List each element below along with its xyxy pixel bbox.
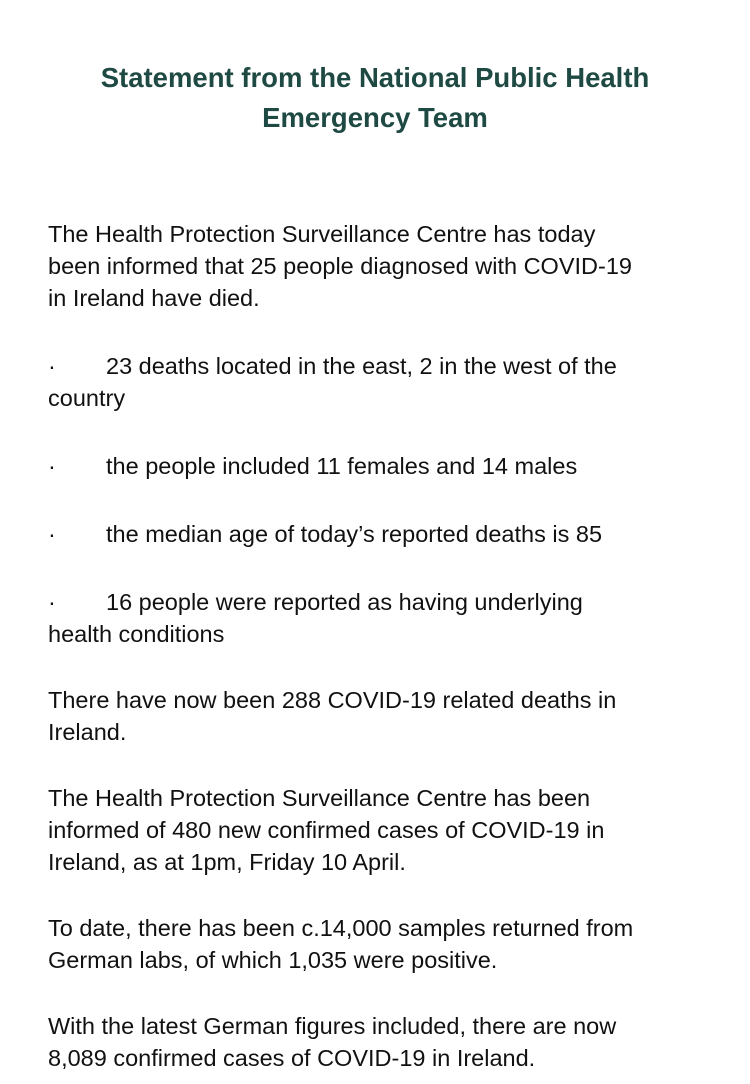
bullet-dot-icon: ·	[48, 589, 56, 615]
statement-title	[0, 58, 750, 138]
text-line: Ireland, as at 1pm, Friday 10 April.	[48, 849, 406, 875]
bullet-text: the people included 11 females and 14 males	[106, 453, 578, 479]
text-line: Ireland.	[48, 719, 127, 745]
bullet-dot-icon: ·	[48, 521, 56, 547]
bullet-text: 16 people were reported as having underlying	[106, 589, 583, 615]
text-line: informed of 480 new confirmed cases of COVID-19 in	[48, 817, 605, 843]
text-line: been informed that 25 people diagnosed with COVID-19	[48, 253, 632, 279]
text-line: country	[48, 385, 126, 411]
text-line: German labs, of which 1,035 were positive.	[48, 947, 498, 973]
bullet-item-underlying-conditions	[48, 586, 708, 650]
paragraph-german-labs	[48, 912, 708, 976]
bullet-dot-icon: ·	[48, 353, 56, 379]
title-line: Emergency Team	[262, 102, 488, 133]
bullet-item-median-age	[48, 518, 708, 550]
bullet-item-gender	[48, 450, 708, 482]
paragraph-deaths-informed	[48, 218, 708, 314]
title-line: Statement from the National Public Health	[100, 62, 650, 93]
paragraph-total-deaths	[48, 684, 708, 748]
text-line	[48, 350, 708, 382]
text-line: The Health Protection Surveillance Centre has been	[48, 785, 591, 811]
text-line	[48, 586, 708, 618]
text-line: The Health Protection Surveillance Centre has today	[48, 221, 596, 247]
bullet-text: the median age of today’s reported deaths is 85	[106, 521, 603, 547]
text-line: 8,089 confirmed cases of COVID-19 in Ireland.	[48, 1045, 536, 1071]
text-line: in Ireland have died.	[48, 285, 260, 311]
bullet-text: 23 deaths located in the east, 2 in the west of the	[106, 353, 617, 379]
text-line	[48, 518, 708, 550]
bullet-dot-icon: ·	[48, 453, 56, 479]
paragraph-new-cases	[48, 782, 708, 878]
text-line	[48, 450, 708, 482]
text-line: health conditions	[48, 621, 225, 647]
text-line: There have now been 288 COVID-19 related deaths in	[48, 687, 617, 713]
paragraph-confirmed-total	[48, 1010, 708, 1074]
bullet-item-location	[48, 350, 708, 414]
text-line: With the latest German figures included, there are now	[48, 1013, 617, 1039]
text-line: To date, there has been c.14,000 samples returned from	[48, 915, 634, 941]
